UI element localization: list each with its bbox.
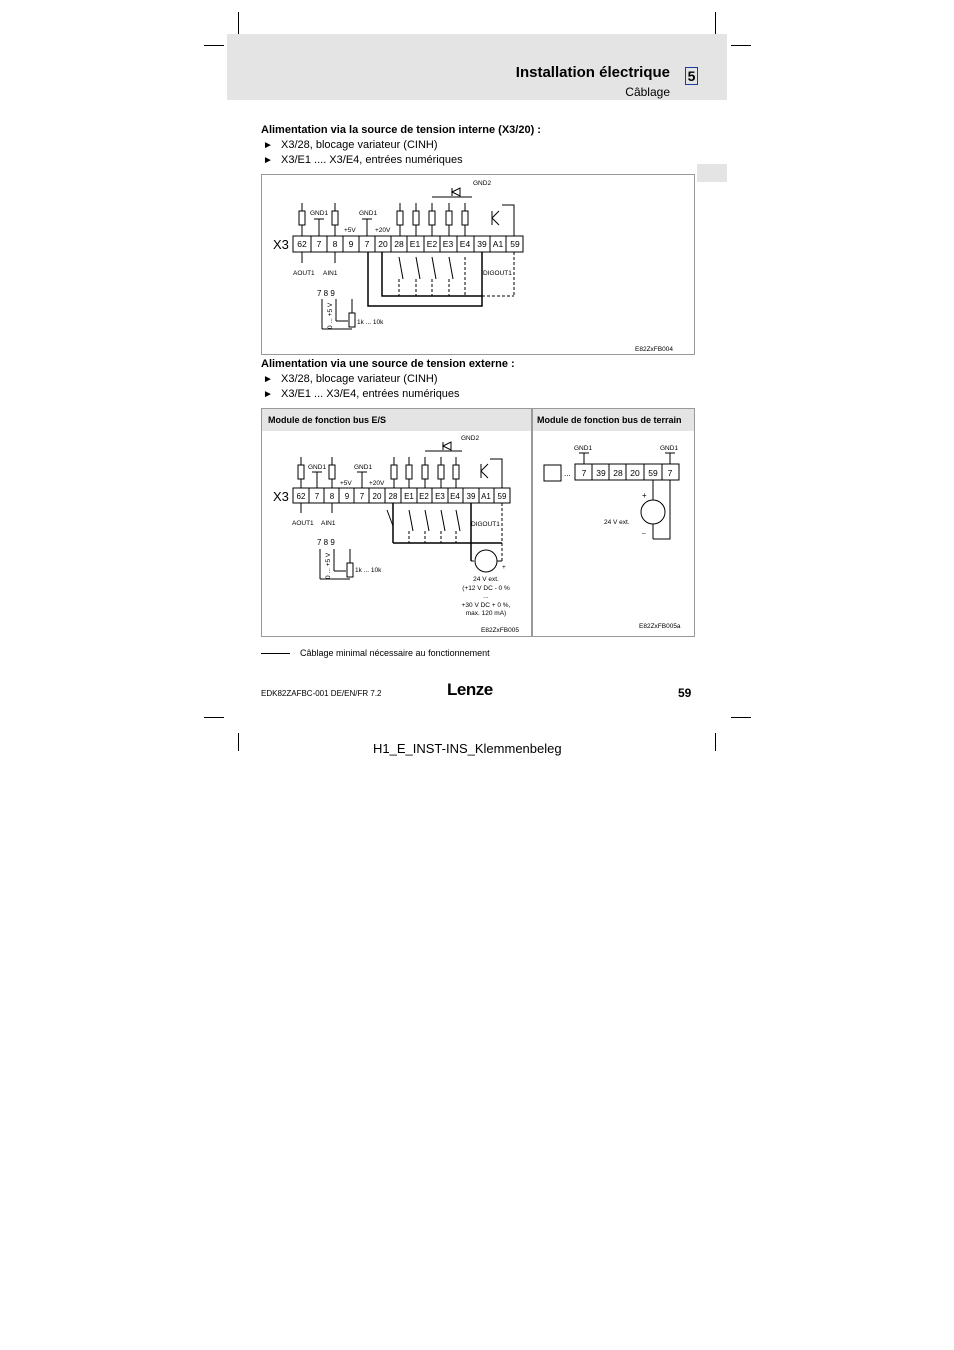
terminal-label: E1 bbox=[404, 492, 414, 501]
aout1-label: AOUT1 bbox=[292, 520, 314, 527]
terminal-label: E3 bbox=[442, 239, 454, 249]
ain1-label: AIN1 bbox=[323, 270, 338, 277]
plus20v-label: +20V bbox=[369, 480, 385, 487]
terminal-label: 9 bbox=[348, 239, 354, 249]
terminal-label: 7 bbox=[581, 468, 587, 478]
panel-title: Module de fonction bus de terrain bbox=[533, 409, 694, 431]
chapter-title: Installation électrique bbox=[515, 64, 670, 81]
gnd2-label: GND2 bbox=[461, 435, 480, 442]
terminal-label: 20 bbox=[378, 239, 388, 249]
side-tab-marker bbox=[697, 164, 727, 182]
ext-supply-label: 24 V ext. bbox=[604, 519, 630, 526]
ext-supply-range: max. 120 mA) bbox=[465, 610, 507, 617]
gnd1-label: GND1 bbox=[354, 464, 373, 471]
crop-mark bbox=[238, 12, 239, 34]
gnd1-label: GND1 bbox=[574, 445, 593, 452]
gnd1-label: GND1 bbox=[359, 210, 378, 217]
bullet-item: ► X3/E1 .... X3/E4, entrées numériques bbox=[263, 154, 463, 166]
plus5v-label: +5V bbox=[340, 480, 352, 487]
legend-text: Câblage minimal nécessaire au fonctionnement bbox=[300, 648, 490, 658]
crop-mark bbox=[204, 717, 224, 718]
pot-pins-label: 7 8 9 bbox=[317, 538, 335, 547]
ellipsis-label: ... bbox=[564, 469, 571, 478]
ain1-label: AIN1 bbox=[321, 520, 336, 527]
terminal-label: A1 bbox=[492, 239, 504, 249]
ext-supply-range: ... bbox=[483, 593, 489, 600]
ext-supply-range: (+12 V DC - 0 % bbox=[462, 585, 510, 592]
page-header bbox=[227, 34, 727, 100]
gnd1-label: GND1 bbox=[660, 445, 679, 452]
pot-value-label: 1k ... 10k bbox=[357, 319, 384, 326]
gnd1-label: GND1 bbox=[310, 210, 329, 217]
document-id: EDK82ZAFBC-001 DE/EN/FR 7.2 bbox=[261, 689, 382, 698]
panel-title: Module de fonction bus E/S bbox=[262, 409, 531, 431]
terminal-label: 39 bbox=[596, 468, 606, 478]
file-name: H1_E_INST-INS_Klemmenbeleg bbox=[373, 741, 562, 756]
terminal-label: E1 bbox=[409, 239, 421, 249]
crop-mark bbox=[715, 733, 716, 751]
lenze-logo: Lenze bbox=[447, 680, 493, 699]
figure-code: E82ZxFB004 bbox=[635, 346, 673, 353]
terminal-label: 7 bbox=[314, 492, 320, 501]
gnd2-label: GND2 bbox=[473, 180, 492, 187]
gnd1-label: GND1 bbox=[308, 464, 327, 471]
section-heading: Alimentation via une source de tension externe : bbox=[261, 358, 515, 370]
terminal-label: 8 bbox=[329, 492, 335, 501]
terminal-label: E4 bbox=[459, 239, 471, 249]
pot-range-label: 0 ... +5 V bbox=[325, 552, 332, 579]
plus-sign: + bbox=[502, 564, 506, 571]
pot-range-label: 0 ... +5 V bbox=[327, 302, 334, 329]
digout1-label: DIGOUT1 bbox=[471, 521, 500, 528]
wiring-panel-io-bus bbox=[261, 408, 532, 637]
terminal-label: 62 bbox=[297, 239, 307, 249]
wiring-panel-fieldbus-svg bbox=[533, 431, 694, 636]
terminal-label: A1 bbox=[481, 492, 491, 501]
terminal-label: 59 bbox=[510, 239, 520, 249]
crop-mark bbox=[715, 12, 716, 34]
wiring-diagram-internal-svg bbox=[262, 175, 694, 354]
terminal-label: 62 bbox=[296, 492, 306, 501]
terminal-label: E4 bbox=[450, 492, 460, 501]
chapter-subtitle: Câblage bbox=[625, 85, 670, 99]
crop-mark bbox=[204, 45, 224, 46]
terminal-label: 28 bbox=[613, 468, 623, 478]
terminal-label: 7 bbox=[667, 468, 673, 478]
ext-supply-label: 24 V ext. bbox=[473, 576, 499, 583]
aout1-label: AOUT1 bbox=[293, 270, 315, 277]
crop-mark bbox=[731, 45, 751, 46]
bullet-arrow-icon: ► bbox=[263, 140, 273, 151]
bullet-arrow-icon: ► bbox=[263, 374, 273, 385]
chapter-number: 5 bbox=[685, 67, 698, 85]
page-number: 59 bbox=[678, 686, 692, 700]
bullet-arrow-icon: ► bbox=[263, 155, 273, 166]
bullet-item: ► X3/E1 ... X3/E4, entrées numériques bbox=[263, 388, 460, 400]
connector-label: X3 bbox=[273, 489, 289, 504]
terminal-label: 7 bbox=[316, 239, 322, 249]
figure-code: E82ZxFB005a bbox=[639, 623, 681, 630]
terminal-label: 8 bbox=[332, 239, 338, 249]
figure-code: E82ZxFB005 bbox=[481, 627, 519, 634]
crop-mark bbox=[731, 717, 751, 718]
bullet-arrow-icon: ► bbox=[263, 389, 273, 400]
terminal-label: E2 bbox=[419, 492, 429, 501]
terminal-label: E2 bbox=[426, 239, 438, 249]
pot-value-label: 1k ... 10k bbox=[355, 567, 382, 574]
legend-line bbox=[261, 653, 290, 654]
bullet-item: ► X3/28, blocage variateur (CINH) bbox=[263, 139, 438, 151]
minus-sign: – bbox=[642, 530, 646, 537]
terminal-label: 20 bbox=[630, 468, 640, 478]
plus5v-label: +5V bbox=[344, 227, 356, 234]
terminal-label: 59 bbox=[648, 468, 658, 478]
terminal-label: 28 bbox=[394, 239, 404, 249]
bullet-item: ► X3/28, blocage variateur (CINH) bbox=[263, 373, 438, 385]
ext-supply-range: +30 V DC + 0 %, bbox=[461, 602, 511, 609]
terminal-label: 39 bbox=[477, 239, 487, 249]
terminal-label: 9 bbox=[344, 492, 350, 501]
wiring-panel-io-bus-svg bbox=[262, 431, 531, 636]
terminal-label: 7 bbox=[359, 492, 365, 501]
terminal-label: 7 bbox=[364, 239, 370, 249]
terminal-label: 39 bbox=[466, 492, 476, 501]
crop-mark bbox=[238, 733, 239, 751]
pot-pins-label: 7 8 9 bbox=[317, 289, 335, 298]
terminal-label: E3 bbox=[435, 492, 445, 501]
terminal-label: 28 bbox=[388, 492, 398, 501]
plus20v-label: +20V bbox=[375, 227, 391, 234]
wiring-diagram-internal bbox=[261, 174, 695, 355]
terminal-label: 20 bbox=[372, 492, 382, 501]
connector-label: X3 bbox=[273, 237, 289, 252]
wiring-panel-fieldbus bbox=[532, 408, 695, 637]
section-heading: Alimentation via la source de tension interne (X3/20) : bbox=[261, 124, 541, 136]
terminal-label: 59 bbox=[497, 492, 507, 501]
digout1-label: DIGOUT1 bbox=[483, 270, 512, 277]
plus-sign: + bbox=[642, 491, 647, 500]
